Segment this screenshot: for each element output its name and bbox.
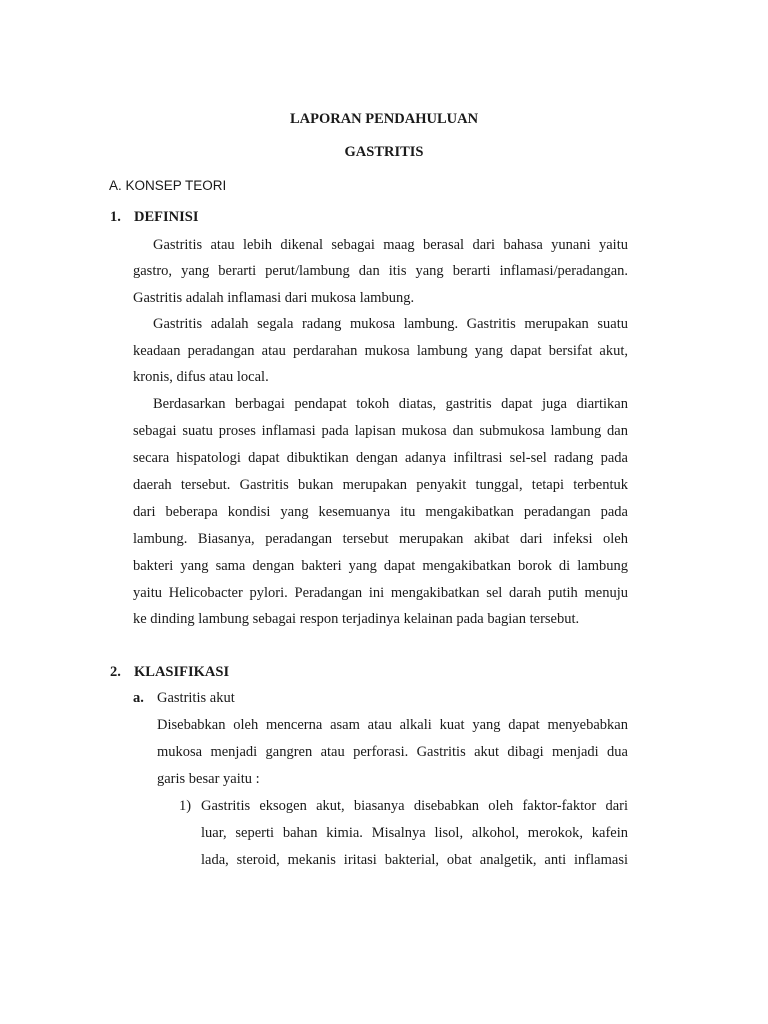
definisi-p1-line-1: Gastritis atau lebih dikenal sebagai maag berasal dari bahasa yunani yaitu xyxy=(153,237,628,253)
definisi-p1-line-3: Gastritis adalah inflamasi dari mukosa lambung. xyxy=(133,290,415,306)
item-1-line-2: luar, seperti bahan kimia. Misalnya lisol, alkohol, merokok, kafein xyxy=(201,825,628,841)
klasifikasi-heading: KLASIFIKASI xyxy=(134,664,230,680)
klasifikasi-a-line-2: mukosa menjadi gangren atau perforasi. Gastritis akut dibagi menjadi dua xyxy=(157,744,628,760)
definisi-heading: DEFINISI xyxy=(134,209,199,225)
section-a-heading: A. KONSEP TEORI xyxy=(109,178,227,193)
klasifikasi-a-line-3: garis besar yaitu : xyxy=(157,771,260,787)
item-1-number: 1) xyxy=(179,798,192,814)
klasifikasi-a-line-1: Disebabkan oleh mencerna asam atau alkali kuat yang dapat menyebabkan xyxy=(157,717,628,733)
definisi-p3-line-4: daerah tersebut. Gastritis bukan merupakan penyakit tunggal, tetapi terbentuk xyxy=(133,477,628,493)
definisi-p2-line-1: Gastritis adalah segala radang mukosa lambung. Gastritis merupakan suatu xyxy=(153,316,628,332)
klasifikasi-a-label: Gastritis akut xyxy=(157,690,235,706)
definisi-p3-line-2: sebagai suatu proses inflamasi pada lapisan mukosa dan submukosa lambung dan xyxy=(133,423,628,439)
definisi-p3-line-7: bakteri yang sama dengan bakteri yang dapat mengakibatkan borok di lambung xyxy=(133,558,628,574)
klasifikasi-a-letter: a. xyxy=(133,690,144,706)
definisi-p1-line-2: gastro, yang berarti perut/lambung dan itis yang berarti inflamasi/peradangan. xyxy=(133,263,628,279)
definisi-p3-line-8: yaitu Helicobacter pylori. Peradangan ini mengakibatkan sel darah putih menuju xyxy=(133,585,628,601)
definisi-number: 1. xyxy=(110,209,121,225)
definisi-p2-line-2: keadaan peradangan atau perdarahan mukosa lambung yang dapat bersifat akut, xyxy=(133,343,628,359)
definisi-p3-line-9: ke dinding lambung sebagai respon terjadinya kelainan pada bagian tersebut. xyxy=(133,611,580,627)
definisi-p3-line-5: dari beberapa kondisi yang kesemuanya itu mengakibatkan peradangan pada xyxy=(133,504,628,520)
definisi-p2-line-3: kronis, difus atau local. xyxy=(133,369,269,385)
definisi-p3-line-6: lambung. Biasanya, peradangan tersebut merupakan akibat dari infeksi oleh xyxy=(133,531,628,547)
klasifikasi-number: 2. xyxy=(110,664,121,680)
document-subtitle: GASTRITIS xyxy=(344,144,424,160)
item-1-line-1: Gastritis eksogen akut, biasanya disebabkan oleh faktor-faktor dari xyxy=(201,798,628,814)
definisi-p3-line-3: secara hispatologi dapat dibuktikan dengan adanya infiltrasi sel-sel radang pada xyxy=(133,450,628,466)
definisi-p3-line-1: Berdasarkan berbagai pendapat tokoh diatas, gastritis dapat juga diartikan xyxy=(153,396,628,412)
item-1-line-3: lada, steroid, mekanis iritasi bakterial, obat analgetik, anti inflamasi xyxy=(201,852,628,868)
document-title: LAPORAN PENDAHULUAN xyxy=(289,111,479,127)
